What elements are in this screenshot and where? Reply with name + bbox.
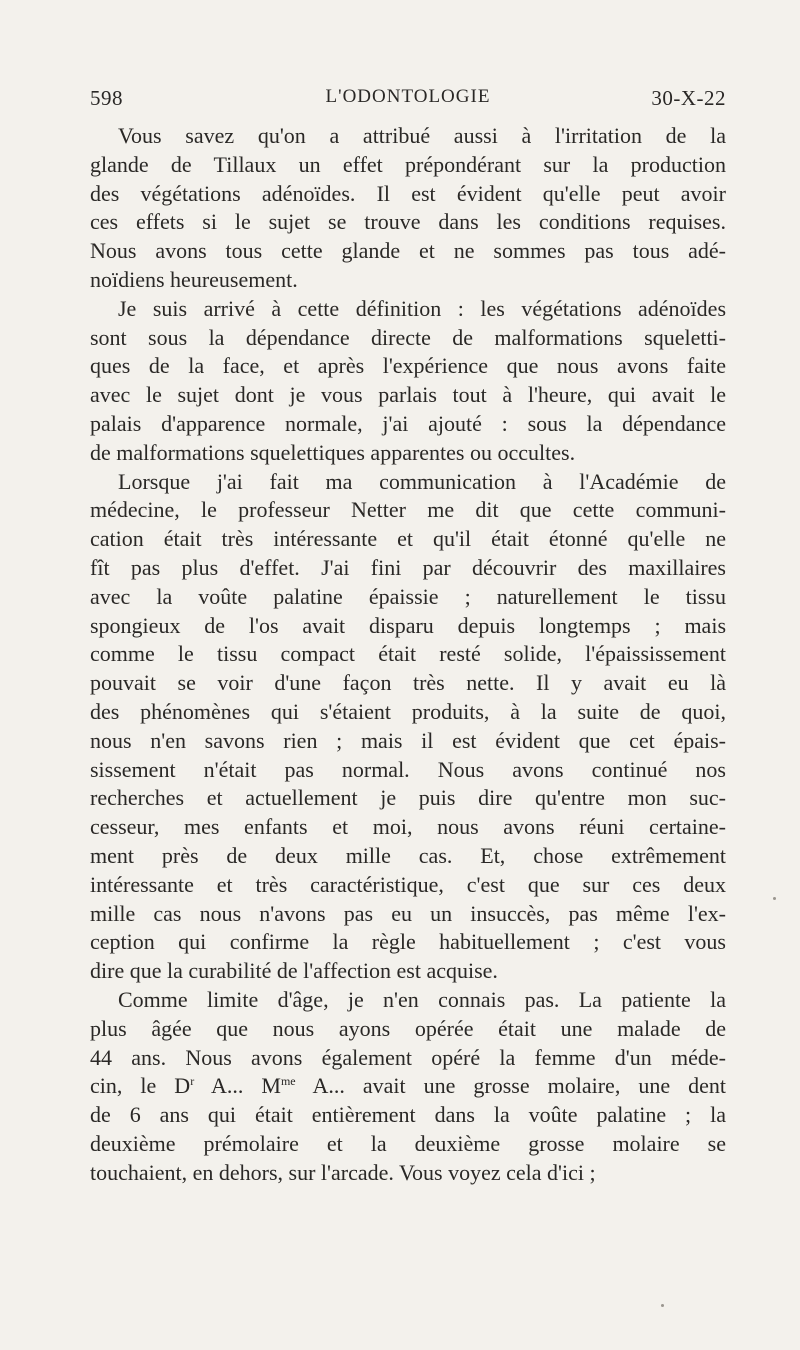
text-line: cesseur, mes enfants et moi, nous avons réuni certaine- xyxy=(90,814,726,840)
text-line: recherches et actuellement je puis dire qu'entre mon suc- xyxy=(90,785,726,811)
text-line: noïdiens heureusement. xyxy=(90,266,298,292)
running-header xyxy=(90,86,726,116)
text-line: touchaient, en dehors, sur l'arcade. Vous voyez cela d'ici ; xyxy=(90,1159,596,1185)
paper-speck xyxy=(773,897,776,900)
text-line: médecine, le professeur Netter me dit que cette communi- xyxy=(90,497,726,523)
text-line: nous n'en savons rien ; mais il est évident que cet épais- xyxy=(90,727,726,753)
text-line: plus âgée que nous ayons opérée était une malade de xyxy=(90,1015,726,1041)
text-line: palais d'apparence normale, j'ai ajouté : sous la dépendance xyxy=(90,410,726,436)
text-line: Comme limite d'âge, je n'en connais pas. La patiente la xyxy=(118,986,726,1012)
text-line: intéressante et très caractéristique, c'est que sur ces deux xyxy=(90,871,726,897)
text-line: comme le tissu compact était resté solide, l'épaississement xyxy=(90,641,726,667)
text-line: ces effets si le sujet se trouve dans les conditions requises. xyxy=(90,209,726,235)
journal-title: L'ODONTOLOGIE xyxy=(325,86,491,107)
text-line: 44 ans. Nous avons également opéré la femme d'un méde- xyxy=(90,1044,726,1070)
body-text xyxy=(90,122,726,1187)
issue-date: 30-X-22 xyxy=(651,86,726,110)
text-line: mille cas nous n'avons pas eu un insuccès, pas même l'ex- xyxy=(90,900,726,926)
text-line: pouvait se voir d'une façon très nette. Il y avait eu là xyxy=(90,670,726,696)
text-line: sissement n'était pas normal. Nous avons continué nos xyxy=(90,756,726,782)
paragraph xyxy=(90,295,726,468)
text-line: ception qui confirme la règle habituellement ; c'est vous xyxy=(90,929,726,955)
text-line: Je suis arrivé à cette définition : les végétations adénoïdes xyxy=(118,295,726,321)
text-line: fît pas plus d'effet. J'ai fini par découvrir des maxillaires xyxy=(90,554,726,580)
text-line: deuxième prémolaire et la deuxième grosse molaire se xyxy=(90,1130,726,1156)
page-number: 598 xyxy=(90,86,123,110)
text-line: cation était très intéressante et qu'il était étonné qu'elle ne xyxy=(90,526,726,552)
paragraph xyxy=(90,122,726,295)
text-line: Lorsque j'ai fait ma communication à l'Académie de xyxy=(118,468,726,494)
text-line: des phénomènes qui s'étaient produits, à la suite de quoi, xyxy=(90,698,726,724)
text-line: ment près de deux mille cas. Et, chose extrêmement xyxy=(90,842,726,868)
text-line: dire que la curabilité de l'affection est acquise. xyxy=(90,958,498,984)
text-line: Vous savez qu'on a attribué aussi à l'irritation de la xyxy=(118,123,726,148)
text-line: ques de la face, et après l'expérience que nous avons faite xyxy=(90,353,726,379)
text-line: avec la voûte palatine épaissie ; naturellement le tissu xyxy=(90,583,726,609)
text-line: Nous avons tous cette glande et ne sommes pas tous adé- xyxy=(90,238,726,264)
text-line: spongieux de l'os avait disparu depuis longtemps ; mais xyxy=(90,612,726,638)
text-line: cin, le $D^r$ A... $M^{me}$ A... avait une grosse molaire, une dent xyxy=(90,1073,726,1099)
paragraph xyxy=(90,468,726,986)
paper-speck xyxy=(661,1304,664,1307)
text-line: sont sous la dépendance directe de malformations squeletti- xyxy=(90,324,726,350)
paragraph xyxy=(90,986,726,1188)
text-line: de malformations squelettiques apparentes ou occultes. xyxy=(90,439,576,465)
text-line: de 6 ans qui était entièrement dans la voûte palatine ; la xyxy=(90,1102,726,1128)
text-line: avec le sujet dont je vous parlais tout à l'heure, qui avait le xyxy=(90,382,726,408)
text-line: des végétations adénoïdes. Il est évident qu'elle peut avoir xyxy=(90,180,726,206)
text-line: glande de Tillaux un effet prépondérant sur la production xyxy=(90,151,726,177)
